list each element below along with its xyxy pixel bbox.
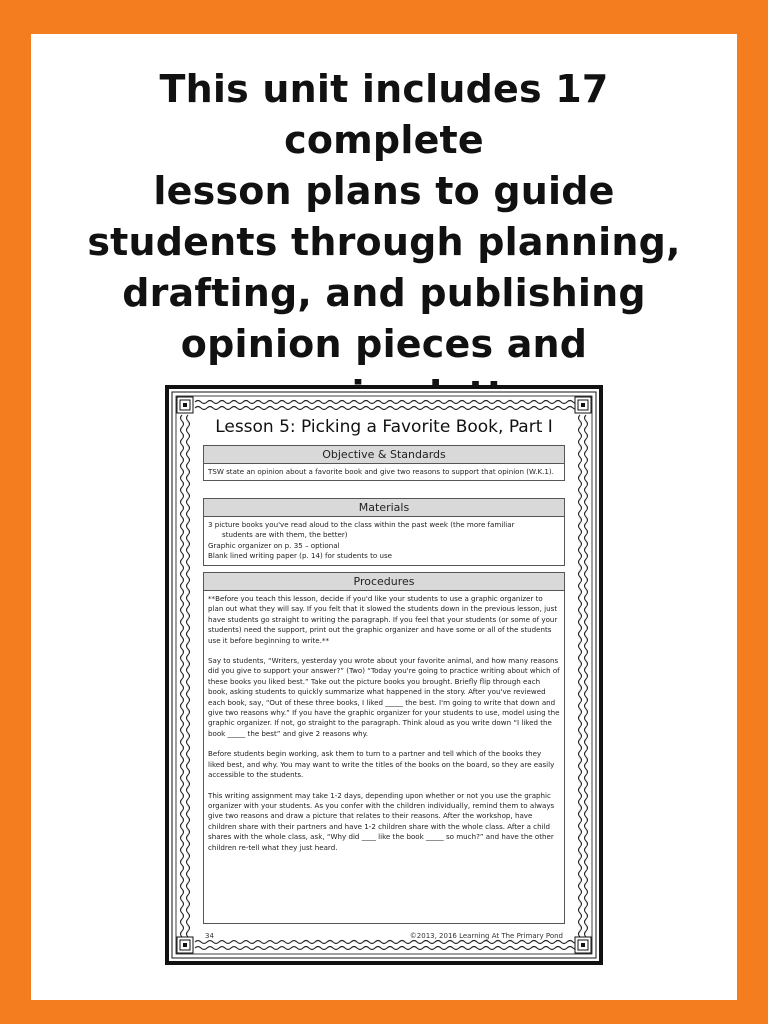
materials-item: Blank lined writing paper (p. 14) for students to use xyxy=(208,551,393,561)
corner-ornament-icon xyxy=(575,397,591,413)
corner-ornament-icon xyxy=(575,937,591,953)
materials-header: Materials xyxy=(204,499,564,517)
objective-header: Objective & Standards xyxy=(204,446,564,464)
headline-line: This unit includes 17 complete xyxy=(159,67,609,162)
headline-line: students through planning, xyxy=(87,220,681,264)
procedures-paragraph: Before students begin working, ask them to turn to a partner and tell which of the books they liked best, and why. You may want to write the titles of the books on the board, so they are easily accessible to the students. xyxy=(208,749,555,780)
headline-line: opinion pieces and xyxy=(180,322,588,366)
headline-line: lesson plans to guide xyxy=(153,169,615,213)
materials-section xyxy=(203,498,565,566)
corner-ornament-icon xyxy=(177,937,193,953)
lesson-title: Lesson 5: Picking a Favorite Book, Part I xyxy=(215,417,553,437)
objective-text: TSW state an opinion about a favorite book and give two reasons to support that opinion (W.K.1). xyxy=(208,467,554,476)
headline xyxy=(60,64,708,421)
procedures-header: Procedures xyxy=(204,573,564,591)
materials-item: students are with them, the better) xyxy=(222,530,348,540)
materials-item: 3 picture books you've read aloud to the class within the past week (the more familiar xyxy=(208,520,515,529)
objective-section xyxy=(203,445,565,481)
copyright: ©2013, 2016 Learning At The Primary Pond xyxy=(409,932,563,940)
page-number: 34 xyxy=(205,932,214,940)
procedures-paragraph: This writing assignment may take 1-2 days, depending upon whether or not you use the graphic organizer with your students. As you confer with the children individually, remind them to always give two reasons and draw a picture that relates to their reasons. After the workshop, have children share with their partners and have 1-2 children share with the whole class. After a child shares with the whole class, ask, “Why did ____ like the book _____ so much?” and have the other children re-tell what they just heard. xyxy=(208,790,555,852)
lesson-page-preview xyxy=(165,385,603,965)
headline-line: drafting, and publishing xyxy=(122,271,646,315)
materials-item: Graphic organizer on p. 35 – optional xyxy=(208,540,340,550)
corner-ornament-icon xyxy=(177,397,193,413)
procedures-section xyxy=(203,572,565,924)
procedures-paragraph: Say to students, “Writers, yesterday you wrote about your favorite animal, and how many reasons did you give to support your answer?” (Two) “Today you're going to practice writing about which of these books you liked best.” Take out the picture books you brought. Briefly flip through each book, asking students to quickly summarize what happened in the story. After you've reviewed each book, say, “Out of these three books, I liked _____ the best. I'm going to write that down and give two reasons why.” If you have the graphic organizer for your students to use, model using the graphic organizer. If not, go straight to the paragraph. Think aloud as you write down “I liked the book _____ the best” and give 2 reasons why. xyxy=(208,656,560,738)
procedures-paragraph: **Before you teach this lesson, decide if you'd like your students to use a graphic organizer to plan out what they will say. If you felt that it slowed the students down in the previous lesson, just have students go straight to writing the paragraph. If you feel that your students (or some of your students) need the support, print out the graphic organizer and have some or all of the students use it before beginning to write.** xyxy=(208,594,558,645)
